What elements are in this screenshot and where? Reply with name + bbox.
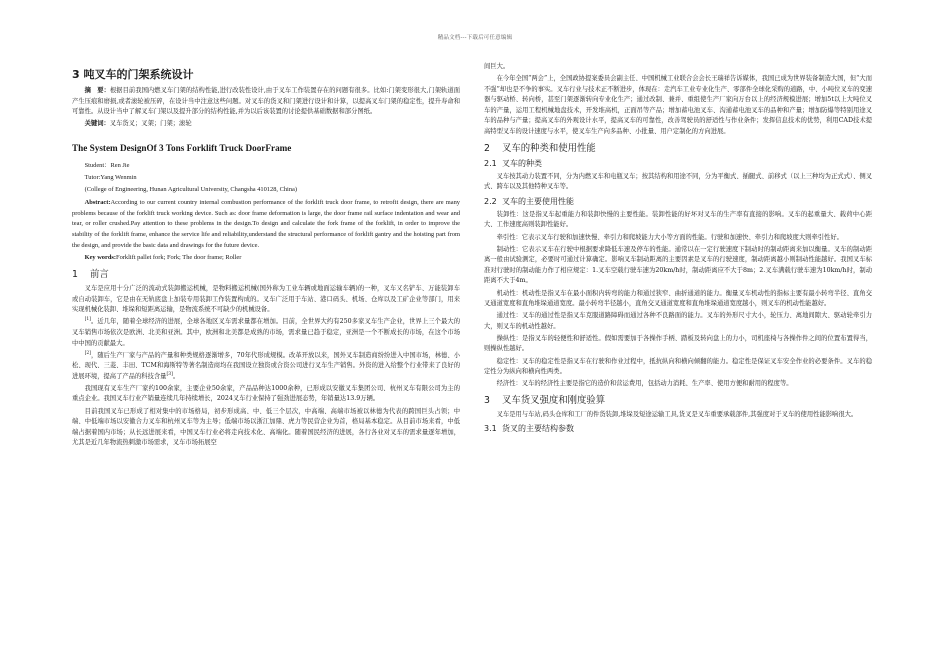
paragraph: 叉车按其动力装置不同，分为内燃叉车和电瓶叉车；按其结构和用途不同，分为平衡式、插腿式、前移式（以上三种均为正式式）、侧叉式、跨车以及其他特种叉车等。 [484,172,872,191]
left-column [72,66,460,450]
keywords-text: 叉车货叉；叉架；门架；滚轮 [109,120,192,128]
paragraph: 目前我国叉车已形成了相对集中的市场格局，初步形成高、中、低三个层次，中高端、高端市场被以林德为代表的跨国巨头占领；中端、中低端市场以安徽合力叉车和杭州叉车等为主导；低端市场以浙江加鼎、虎力等民营企业为首，格局基本稳定。从目前市场来看，中低端占据着国内市场；从长远进展来看，中国叉车行业必将走向技术化、高端化。随着国民经济的进展，各行各业对叉车的需求量逐年增加，尤其是近几年物流热刺激市场需求，叉车市场拓展空 [72,407,460,447]
college-line: (College of Engineering, Hunan Agricultural University, Changsha 410128, China) [84,186,297,194]
paragraph: 制动性：它表示叉车在行驶中根据要求降低车速及停车的性能。通常以在一定行驶速度下制动时的制动距离来加以衡量。叉车的制动距离一般由试验测定，必要时可通过计算确定。影响叉车制动距离的主要因素是叉车的行驶速度，制动距离越小则制动性能越好。我国叉车标准对行驶时的制动能力作了相应规定：1.叉车空载行驶车速为20km/h时，制动距离应不大于8m；2.叉车满载行驶车速为10km/h时，制动距离不大于4m。 [484,245,872,285]
keywords-en-label: Key words: [84,254,117,262]
page-header: 精品文档---下载后可任意编辑 [437,35,513,41]
citation: [3] [166,371,173,377]
paper-title: 3 吨叉车的门架系统设计 [72,68,194,81]
section-2-2-heading [484,196,872,208]
student-line: Student：Ren Jie [84,161,130,169]
paragraph: 稳定性：叉车的稳定性是指叉车在行驶和作业过程中，抵抗纵向和横向倾翻的能力。稳定性是保证叉车安全作业的必要条件。叉车的稳定性分为纵向和横向性两类。 [484,357,872,376]
section-title: 叉车货叉强度和刚度验算 [502,394,606,406]
paragraph: 经济性：叉车的经济性主要是指它的造价和营运费用，包括动力消耗、生产率、使用方便和耐用的程度等。 [496,380,793,388]
paragraph: 牵引性：它表示叉车行驶和加速快慢、牵引力和爬坡能力大小等方面的性能。行驶和加速快、牵引力和爬坡度大则牵引性好。 [496,233,843,241]
paragraph: 通过性：叉车的通过性是指叉车克服道路障碍而通过各种不良路面的能力。叉车的外形尺寸大小，轮压力、离地间隙大、驱动轮牵引力大，则叉车的机动性越好。 [484,312,872,330]
section-title: 货叉的主要结构参数 [502,424,574,434]
abstract-cn [72,86,460,118]
paragraph: 我国现有叉车生产厂家约100余家，主要企业50余家，产品品种达1000余种，已形成以安徽叉车集团公司、杭州叉车有限公司为主的重点企业。我国叉车行业产销量连续几年持续增长，2024叉车行业保持了强劲进展态势，年销量达13.9万辆。 [72,384,460,403]
section-title: 叉车的种类和使用性能 [502,142,596,154]
section-number: 1 [72,269,78,281]
keywords-en-text: Forklift pallet fork; Fork; The door frame; Roller [116,254,242,262]
section-3-heading [484,394,872,407]
section-1-heading [72,268,460,281]
paragraph [72,317,460,349]
section-number: 2.2 [484,196,497,206]
section-2-1-heading [484,158,872,170]
abstract-en-label: Abstract: [84,198,111,206]
paragraph-text: 。近几年，随着全球经济的进展，全球各地区叉车需求量都在增加。目前，全世界大约有250多家叉车生产企业，世界上三个最大的叉车销售市场依次是欧洲、北美和亚洲。其中，欧洲和北美都是成熟的市场，需求量已趋于稳定，亚洲是一个不断成长的市场，在这个市场中中国的贡献最大。 [72,318,460,347]
abstract-en [72,198,460,252]
paragraph [72,351,460,383]
section-2-heading [484,142,872,155]
paragraph: 装卸性：这是指叉车起重能力和装卸快慢的主要性能。装卸性能的好坏对叉车的生产率有直接的影响。叉车的起重量大、载荷中心距大、工作速度高则装卸性能好。 [484,210,872,229]
keywords-en [72,253,460,264]
paragraph: 机动性：机动性是指叉车在最小面积内转弯的能力和通过狭窄、曲折通道的能力。衡量叉车机动性的指标主要有最小转弯半径、直角交叉通道宽度和直角堆垛通道宽度。最小转弯半径越小，直角交叉通道宽度和直角堆垛通道宽度越小，则叉车的机动性能越好。 [484,289,872,308]
section-number: 3.1 [484,424,497,434]
paragraph: 间巨大。 [484,63,510,70]
section-title: 叉车的种类 [502,158,542,168]
keywords-cn [72,119,460,130]
section-number: 2 [484,142,490,154]
abstract-en-text: According to our current country internal combustion performance of the forklift truck door frame, to retrofit design, there are many problems because of the forklift truck working device. Such as: door frame deformation is large, the door frame rail surface indentation and wear and tear, or roller crushed.Pay attention to these problems in the design.To design and calculate the fork frame of the forklift, in order to improve the stability of the forklift frame, enhance the service life and reliability,understand the structural performance of forklift gantry and the hoisting part from the design, and provide the basic data and drawings for the future device. [72,198,460,249]
paragraph: 在今年全国“两会”上，全国政协提案委员会副主任、中国机械工业联合会会长王瑞祥告诉媒体，我国已成为世界装备制造大国，但“大而不强”却也是不争的事实。叉车行业与技术正不断进步，体现在：走汽车工业专业化生产、零部件全球化采购的道路，中、小吨位叉车的变速器与驱动桥、转向桥，甚至门架逐渐转向专业化生产；通过改制、兼并、重组使生产厂家向万台以上的经济规模进展；增加5t以上大吨位叉车的产量，运用工程机械地盘技术，开发堆高机，正面吊等产品；增加蓄电池叉车、沟通蓄电池叉车的品种和产量；增加防爆等特别用途叉车的品种与产量；提高叉车的外观设计水平，提高叉车的可靠性，改善驾驶员的舒适性与作业条件；发挥信息技术的优势，利用CAD技术提高特型叉车的设计速度与水平，使叉车生产向多品种、小批量、用户定制化的方向进展。 [484,75,872,136]
abstract-text: 根据目前我国内燃叉车门架的结构性能,进行改装性设计,由于叉车工作装置存在的问题有很多。比如:门架变形很大,门架轨道面产生压痕和磨损,或者滚轮被压碎，在设计当中注意这些问题。对叉车的货叉和门架进行设计和计算，以提高叉车门架的稳定性，提升寿命和可靠性。从设计当中了解叉车门架以及提升部分的结构性能,并为以后该装置的讨论提供基础数据和部分图纸。 [72,87,460,116]
paragraph: 操纵性：是指叉车的轻便性和舒适性。假如需要加于各操作手柄、踏板及转向盘上的力小，司机座椅与各操作件之间的位置布置得当，则操纵性越好。 [484,334,872,353]
section-number: 3 [484,394,490,406]
section-3-1-heading [484,423,872,435]
english-title: The System DesignOf 3 Tons Forklift Truck DoorFrame [72,142,292,153]
abstract-label: 摘 要： [84,87,110,94]
paragraph: 叉车是应用十分广泛的流动式装卸搬运机械，是物料搬运机械(国外称为工业车辆或地面运输车辆)的一种，叉车又名铲车、万能装卸车或自动装卸车，它是由在无轨底盘上加装专用装卸工作装置构成的。叉车广泛用于车站、港口码头、机场、仓库以及工矿企业等部门，用来实现机械化装卸、堆垛和短距离运输，是物流系统不可缺少的机械设备。 [72,285,460,314]
section-number: 2.1 [484,158,497,168]
section-title: 前言 [90,269,109,281]
paragraph: 叉车是用与车站,码头仓库和工厂的件货装卸,堆垛及短途运输工具,货叉是叉车重要承载部件,其强度对于叉车的使用性能影响很大。 [496,410,858,418]
paragraph-text: ，随后生产厂家与产品的产量和种类规格逐渐增多，70年代形成规模。改革开放以来，国外叉车制造商纷纷进入中国市场，林德、小松、现代、三菱、丰田、TCM和海斯特等著名制造商均在我国设立独资或合资公司进行叉车生产销售。外资的进入给整个行业带来了良好的进展环境，提高了产品的科技含量 [72,351,460,380]
section-title: 叉车的主要使用性能 [502,196,574,206]
citation: [2] [84,350,91,356]
citation: [1] [84,317,91,323]
paragraph-text: 。 [172,372,180,380]
keywords-label: 关键词： [84,120,110,128]
right-column [484,62,872,437]
tutor-line: Tutor:Yang Wenmin [84,174,137,182]
